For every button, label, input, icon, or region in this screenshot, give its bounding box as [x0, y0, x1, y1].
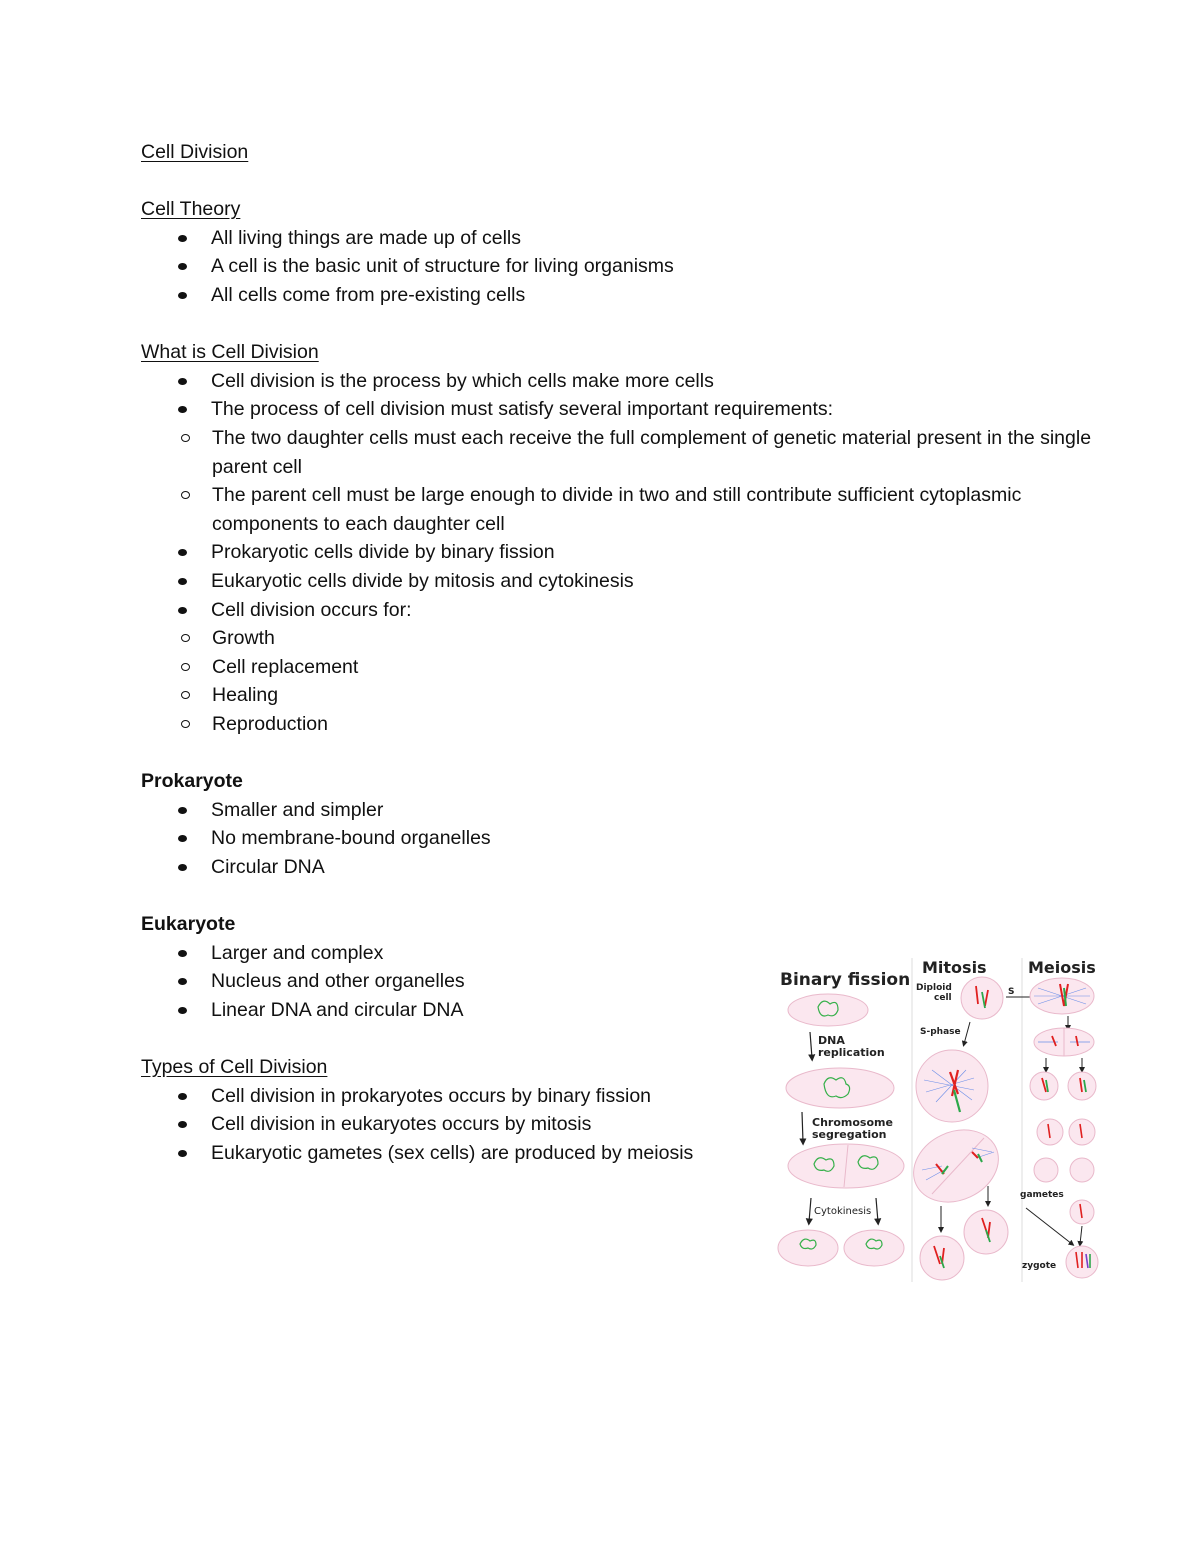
cell-theory-list — [141, 224, 1101, 310]
prokaryote-list — [141, 796, 1101, 882]
sub-list-item: Reproduction — [141, 710, 1101, 739]
list-item: Nucleus and other organelles — [141, 967, 1101, 996]
arrow — [809, 1198, 811, 1222]
sub-list-item: The parent cell must be large enough to divide in two and still contribute sufficient cytoplasmic components to each daughter cell — [141, 481, 1101, 538]
zygote-label: zygote — [1022, 1261, 1057, 1271]
arrow — [964, 1022, 970, 1044]
sub-list-item: The two daughter cells must each receive the full complement of genetic material present in the single parent cell — [141, 424, 1101, 481]
chromosome-segregation-label: segregation — [812, 1128, 887, 1141]
list-item: A cell is the basic unit of structure for living organisms — [141, 252, 1101, 281]
gametes-label: gametes — [1020, 1190, 1064, 1200]
dna-replication-label: replication — [818, 1046, 885, 1059]
meiotic-cell — [1037, 1119, 1063, 1145]
eukaryote-heading: Eukaryote — [141, 913, 236, 936]
what-is-heading: What is Cell Division — [141, 341, 319, 364]
s-phase-label: S-phase — [920, 1027, 961, 1037]
meiosis-title: Meiosis — [1028, 958, 1096, 977]
meiotic-cell — [1034, 1158, 1058, 1182]
cell-division-figure — [776, 952, 1102, 1284]
list-item: Linear DNA and circular DNA — [141, 996, 1101, 1025]
sub-list-item: Cell replacement — [141, 653, 1101, 682]
list-item: Prokaryotic cells divide by binary fission — [141, 538, 1101, 567]
document-title: Cell Division — [141, 141, 249, 163]
what-is-list — [141, 367, 1101, 424]
list-item: Cell division occurs for: — [141, 596, 1101, 625]
mitotic-cell — [916, 1050, 988, 1122]
list-item: The process of cell division must satisfy several important requirements: — [141, 395, 1101, 424]
list-item: Eukaryotic gametes (sex cells) are produced by meiosis — [141, 1139, 1101, 1168]
gamete-cell — [1070, 1200, 1094, 1224]
list-item: All living things are made up of cells — [141, 224, 1101, 253]
bacterium-cell — [788, 994, 868, 1026]
dna-replication-label: DNA — [818, 1034, 845, 1047]
sub-list-item: Growth — [141, 624, 1101, 653]
arrow — [810, 1032, 812, 1058]
sub-list-item: Healing — [141, 681, 1101, 710]
mitosis-title: Mitosis — [922, 958, 987, 977]
s-label: S — [1008, 987, 1015, 997]
list-item: Larger and complex — [141, 939, 1101, 968]
list-item: Circular DNA — [141, 853, 1101, 882]
list-item: Eukaryotic cells divide by mitosis and cytokinesis — [141, 567, 1101, 596]
arrow — [876, 1198, 878, 1222]
arrow — [1026, 1208, 1072, 1244]
cell-theory-heading: Cell Theory — [141, 198, 241, 221]
dividing-cell — [902, 1117, 1010, 1216]
cytokinesis-label: Cytokinesis — [814, 1206, 872, 1217]
chromosome-segregation-label: Chromosome — [812, 1116, 893, 1129]
diploid-cell-label: cell — [934, 993, 952, 1003]
requirements-list — [141, 424, 1101, 538]
list-item: No membrane-bound organelles — [141, 824, 1101, 853]
list-item: Smaller and simpler — [141, 796, 1101, 825]
meiotic-cell — [1069, 1119, 1095, 1145]
types-heading: Types of Cell Division — [141, 1056, 328, 1078]
list-item: Cell division in prokaryotes occurs by binary fission — [141, 1082, 1101, 1111]
bacterium-cell — [786, 1068, 894, 1108]
list-item: Cell division in eukaryotes occurs by mitosis — [141, 1110, 1101, 1139]
what-is-list-continued — [141, 538, 1101, 624]
reasons-list — [141, 624, 1101, 738]
list-item: All cells come from pre-existing cells — [141, 281, 1101, 310]
diploid-cell — [961, 977, 1003, 1019]
arrow — [802, 1112, 803, 1142]
list-item: Cell division is the process by which cells make more cells — [141, 367, 1101, 396]
binary-fission-title: Binary fission — [780, 970, 911, 990]
diploid-cell-label: Diploid — [916, 983, 952, 993]
arrow — [1080, 1226, 1082, 1244]
meiotic-cell — [1070, 1158, 1094, 1182]
prokaryote-heading: Prokaryote — [141, 770, 243, 793]
